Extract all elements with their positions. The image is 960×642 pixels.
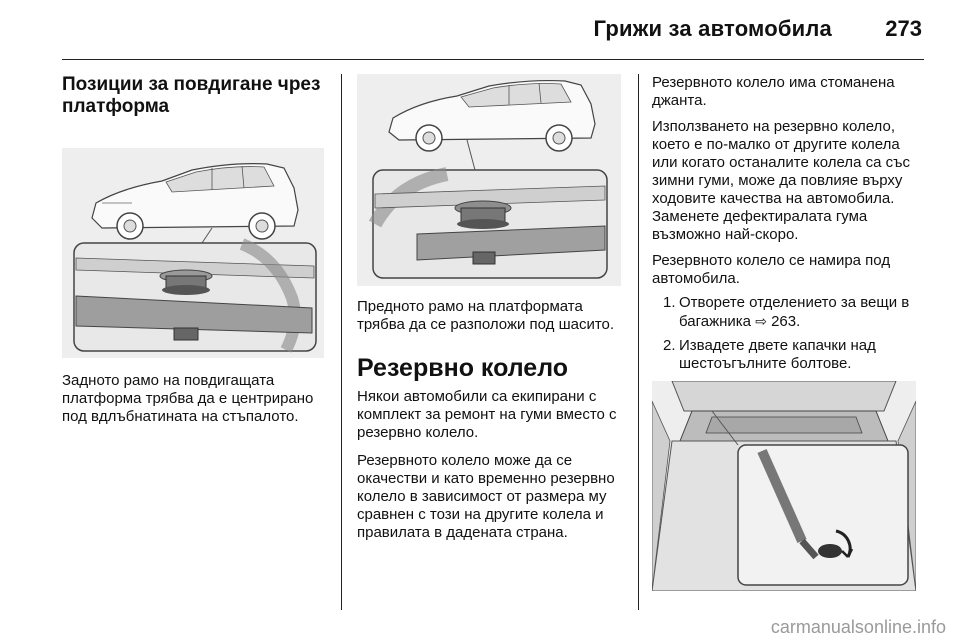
spare-wheel-usage-paragraph: Използването на резервно колело, което е по-малко от другите колела или когато останалите колела са със зимни гуми, може да повлияе върху ходовите качества на автомобила. Заменете дефектиралата гума възможно най-скоро.: [652, 118, 910, 243]
lift-positions-heading: Позиции за повдигане чрез платформа: [62, 74, 321, 117]
step-text: Отворете отделението за вещи в багажника: [679, 294, 910, 330]
spare-wheel-location-paragraph: Резервното колело се намира под автомобила.: [652, 252, 891, 287]
page-ref-icon[interactable]: ⇨: [755, 313, 767, 329]
page-number: 273: [885, 16, 922, 41]
front-lift-arm-illustration: [357, 74, 621, 286]
step-item: [652, 294, 924, 331]
step-number: 2.: [663, 337, 676, 354]
front-arm-caption: Предното рамо на платформата трябва да се разположи под шасито.: [357, 298, 615, 333]
left-column: [62, 74, 324, 426]
rear-lift-arm-illustration: [62, 148, 324, 358]
steel-rim-paragraph: Резервното колело има стоманена джанта.: [652, 74, 895, 109]
middle-column: [357, 74, 625, 542]
spare-wheel-paragraph-2: Резервното колело може да се окачестви и като временно резервно колело в зависимост от размера му сравнен с този на другите колела и правилата в дадената страна.: [357, 452, 615, 541]
rear-arm-caption: Задното рамо на повдигащата платформа трябва да е центрирано под вдлъбнатината на стъпалото.: [62, 372, 314, 425]
step-text: Извадете двете капачки над шестоъгълните болтове.: [679, 337, 876, 372]
column-separator-2: [638, 74, 639, 610]
watermark-text: carmanualsonline.info: [770, 617, 946, 637]
header-divider: [62, 59, 924, 60]
steps-list: [652, 294, 924, 373]
step-number: 1.: [663, 294, 676, 311]
page-ref-number[interactable]: 263.: [771, 313, 801, 330]
spare-wheel-paragraph-1: Някои автомобили са екипирани с комплект за ремонт на гуми вместо с резервно колело.: [357, 388, 617, 441]
spare-wheel-heading: Резервно колело: [357, 354, 569, 382]
right-column: [652, 74, 924, 591]
step-item: [652, 337, 924, 373]
column-separator-1: [341, 74, 342, 610]
page-header-title: Грижи за автомобила: [593, 16, 832, 41]
trunk-bolt-caps-illustration: [652, 381, 916, 591]
